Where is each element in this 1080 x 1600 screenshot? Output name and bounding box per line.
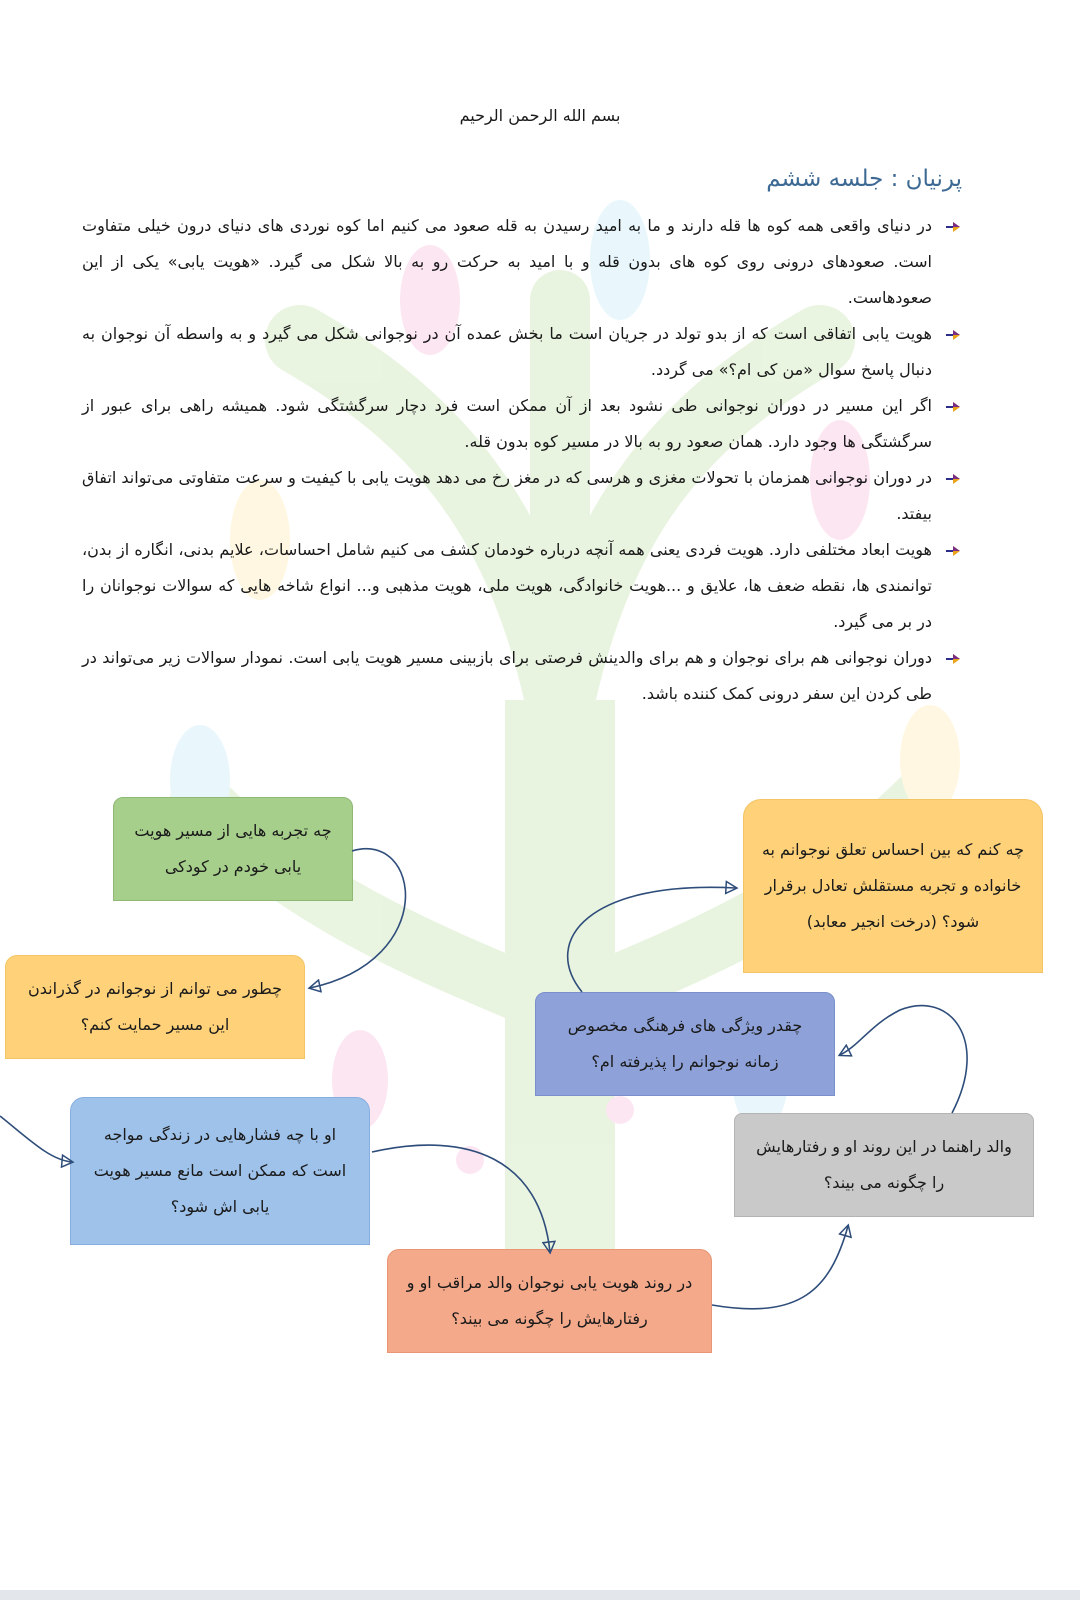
arrow-bullet-icon	[944, 544, 962, 558]
list-item	[82, 640, 962, 712]
diagram-box-pressures	[70, 1097, 370, 1245]
list-item	[82, 460, 962, 532]
box-text: در روند هویت یابی نوجوان والد مراقب او و رفتارهایش را چگونه می بیند؟	[406, 1273, 693, 1328]
page-title: پرنیان : جلسه ششم	[766, 166, 962, 192]
diagram-box-balance	[743, 799, 1043, 973]
list-item	[82, 208, 962, 316]
arrow-bullet-icon	[944, 400, 962, 414]
box-text: چه تجربه هایی از مسیر هویت یابی خودم در کودکی	[134, 821, 332, 876]
arrow-bullet-icon	[944, 652, 962, 666]
list-item-text: هویت یابی اتفاقی است که از بدو تولد در جریان است ما بخش عمده آن در نوجوانی شکل می گیرد و به واسطه آن نوجوان به دنبال پاسخ سوال «من کی ام؟» می گردد.	[82, 324, 932, 379]
diagram-box-caretaker	[387, 1249, 712, 1353]
box-text: چه کنم که بین احساس تعلق نوجوانم به خانواده و تجربه مستقلش تعادل برقرار شود؟ (درخت انجیر معابد)	[761, 840, 1025, 931]
list-item	[82, 388, 962, 460]
arrow-bullet-icon	[944, 472, 962, 486]
arrow-bullet-icon	[944, 220, 962, 234]
box-text: چقدر ویژگی های فرهنگی مخصوص زمانه نوجوانم را پذیرفته ام؟	[567, 1016, 803, 1071]
diagram-box-guide	[734, 1113, 1034, 1217]
list-item-text: دوران نوجوانی هم برای نوجوان و هم برای والدینش فرصتی برای بازبینی مسیر هویت یابی است. نمودار سوالات زیر می‌تواند در طی کردن این سفر درونی کمک کننده باشد.	[82, 648, 932, 703]
diagram-box-culture	[535, 992, 835, 1096]
list-item-text: هویت ابعاد مختلفی دارد. هویت فردی یعنی همه آنچه درباره خودمان کشف می کنیم شامل احساسات، علایم بدنی، انگاره از بدن، توانمندی ها، نقطه ضعف ها، علایق و ...هویت خانوادگی، هویت ملی، هویت مذهبی و... انواع شاخه هایی که سوالات نوجوانان را در بر می گیرد.	[82, 540, 932, 631]
list-item	[82, 532, 962, 640]
bullet-list	[82, 208, 962, 712]
box-text: چطور می توانم از نوجوانم در گذراندن این مسیر حمایت کنم؟	[28, 979, 282, 1034]
list-item	[82, 316, 962, 388]
list-item-text: اگر این مسیر در دوران نوجوانی طی نشود بعد از آن ممکن است فرد دچار سرگشتگی شود. همیشه راهی برای عبور از سرگشتگی ها وجود دارد. همان صعود رو به بالا در مسیر کوه بدون قله.	[82, 396, 932, 451]
diagram-box-support	[5, 955, 305, 1059]
list-item-text: در دنیای واقعی همه کوه ها قله دارند و ما به امید رسیدن به قله صعود می کنیم اما کوه نوردی های دنیای درون خیلی متفاوت است. صعودهای درونی روی کوه های بدون قله و با امید به حرکت رو به بالا شکل می گیرد. «هویت یابی» یکی از این صعودهاست.	[82, 216, 932, 307]
list-item-text: در دوران نوجوانی همزمان با تحولات مغزی و هرسی که در مغز رخ می دهد هویت یابی با کیفیت و سرعت متفاوتی می‌تواند اتفاق بیفتد.	[82, 468, 932, 523]
basmala: بسم الله الرحمن الرحیم	[459, 106, 621, 125]
diagram-box-childhood	[113, 797, 353, 901]
arrow-bullet-icon	[944, 328, 962, 342]
box-text: او با چه فشارهایی در زندگی مواجه است که ممکن است مانع مسیر هویت یابی اش شود؟	[93, 1125, 347, 1216]
box-text: والد راهنما در این روند او و رفتارهایش را چگونه می بیند؟	[756, 1137, 1012, 1192]
